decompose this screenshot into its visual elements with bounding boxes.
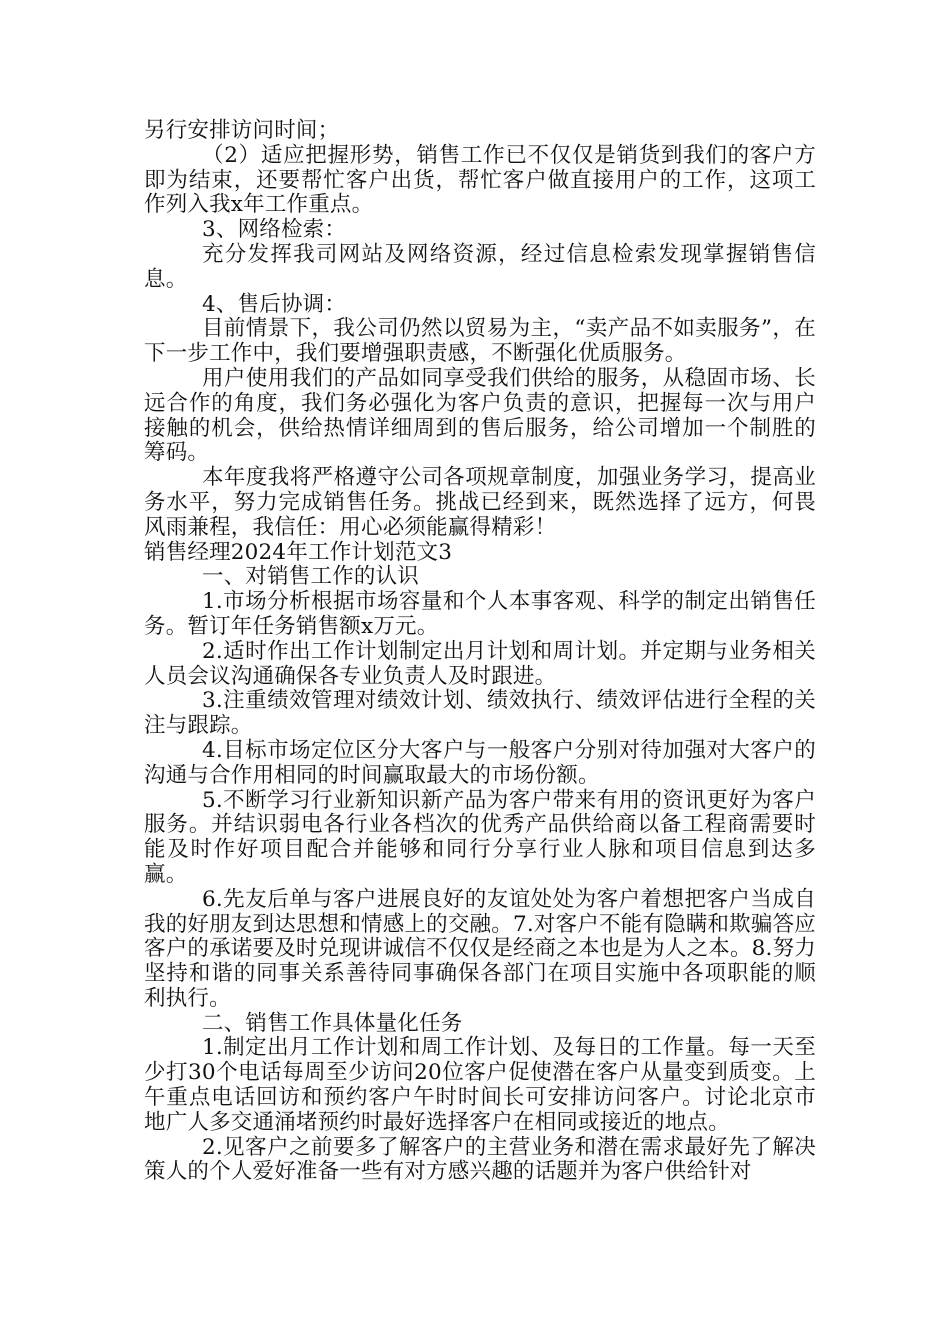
paragraph: 2.适时作出工作计划制定出月计划和周计划。并定期与业务相关人员会议沟通确保各专业负责人及时跟进。 — [144, 638, 816, 689]
paragraph: 另行安排访问时间； — [144, 118, 340, 143]
paragraph: 充分发挥我司网站及网络资源，经过信息检索发现掌握销售信息。 — [144, 241, 816, 292]
paragraph: 目前情景下，我公司仍然以贸易为主，“卖产品不如卖服务”，在下一步工作中，我们要增强职责感，不断强化优质服务。 — [144, 316, 816, 367]
paragraph: 用户使用我们的产品如同享受我们供给的服务，从稳固市场、长远合作的角度，我们务必强化为客户负责的意识，把握每一次与用户接触的机会，供给热情详细周到的售后服务，给公司增加一个制胜的筹码。 — [144, 365, 816, 466]
paragraph: 3.注重绩效管理对绩效计划、绩效执行、绩效评估进行全程的关注与跟踪。 — [144, 688, 816, 739]
paragraph: 本年度我将严格遵守公司各项规章制度，加强业务学习，提高业务水平，努力完成销售任务。挑战已经到来，既然选择了远方，何畏风雨兼程，我信任：用心必须能赢得精彩！ — [144, 465, 816, 540]
paragraph: 5.不断学习行业新知识新产品为客户带来有用的资讯更好为客户服务。并结识弱电各行业各档次的优秀产品供给商以备工程商需要时能及时作好项目配合并能够和同行分享行业人脉和项目信息到达多赢。 — [144, 787, 816, 887]
paragraph: 4.目标市场定位区分大客户与一般客户分别对待加强对大客户的沟通与合作用相同的时间赢取最大的市场份额。 — [144, 737, 816, 788]
document-title: 销售经理2024年工作计划范文3 — [144, 539, 453, 565]
paragraph: 6.先友后单与客户进展良好的友谊处处为客户着想把客户当成自我的好朋友到达思想和情感上的交融。7.对客户不能有隐瞒和欺骗答应客户的承诺要及时兑现讲诚信不仅仅是经商之本也是为人之本。8.努力坚持和谐的同事关系善待同事确保各部门在项目实施中各项职能的顺利执行。 — [144, 886, 816, 1011]
paragraph: （2）适应把握形势，销售工作已不仅仅是销货到我们的客户方即为结束，还要帮忙客户出货，帮忙客户做直接用户的工作，这项工作列入我x年工作重点。 — [144, 142, 816, 218]
paragraph: 1.市场分析根据市场容量和个人本事客观、科学的制定出销售任务。暂订年任务销售额x万元。 — [144, 589, 816, 639]
paragraph: 1.制定出月工作计划和周工作计划、及每日的工作量。每一天至少打30个电话每周至少访问20位客户促使潜在客户从量变到质变。上午重点电话回访和预约客户午时时间长可安排访问客户。讨论北京市地广人多交通涌堵预约时最好选择客户在相同或接近的地点。 — [144, 1035, 816, 1135]
document-page — [144, 119, 816, 1185]
section-heading: 二、销售工作具体量化任务 — [202, 1010, 463, 1036]
section-heading: 4、售后协调： — [202, 291, 347, 317]
section-heading: 3、网络检索： — [202, 217, 347, 243]
paragraph: 2.见客户之前要多了解客户的主营业务和潜在需求最好先了解决策人的个人爱好准备一些有对方感兴趣的话题并为客户供给针对 — [144, 1134, 816, 1185]
section-heading: 一、对销售工作的认识 — [202, 564, 420, 590]
